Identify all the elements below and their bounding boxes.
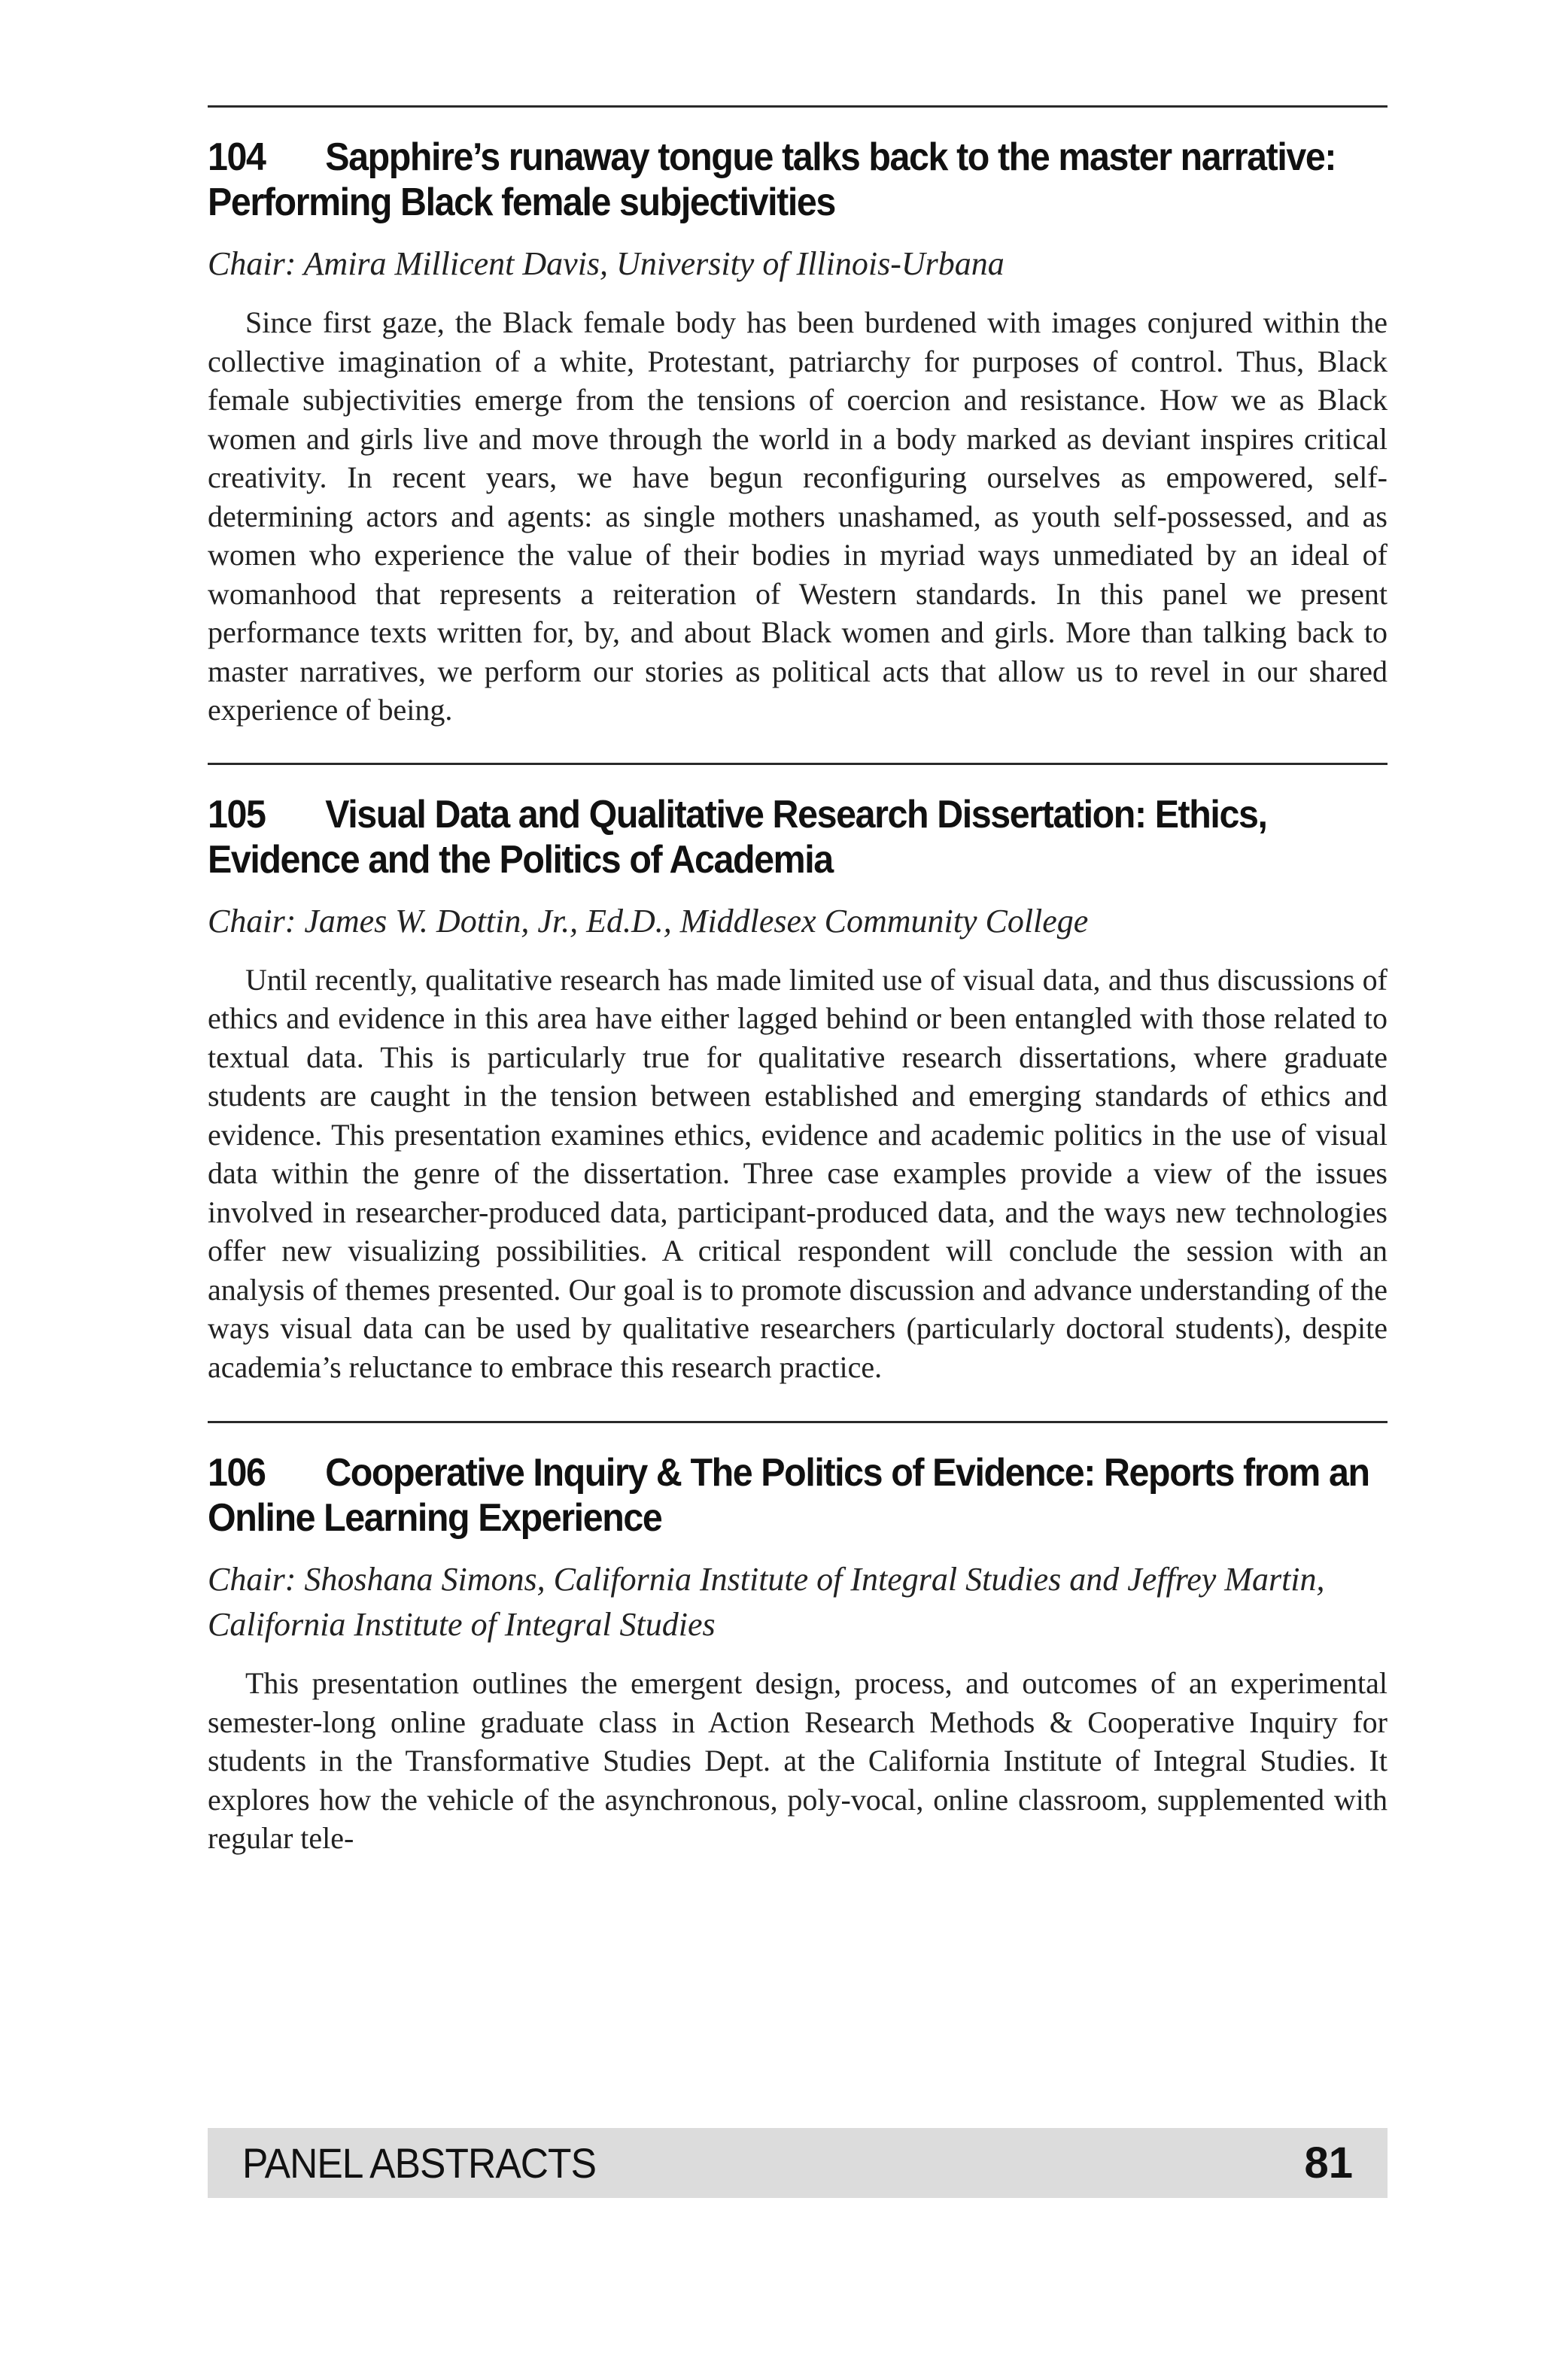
panel-chair: Chair: James W. Dottin, Jr., Ed.D., Middlesex Community College: [208, 902, 1089, 940]
panel-number: 105: [208, 792, 266, 836]
footer-section-label: PANEL ABSTRACTS: [242, 2139, 597, 2187]
panel-chair: Chair: Amira Millicent Davis, University of Illinois-Urbana: [208, 245, 1005, 282]
panel-104: [208, 105, 1388, 730]
document-page: [208, 105, 1388, 1858]
panel-106: [208, 1421, 1388, 1858]
panel-title: Visual Data and Qualitative Research Dissertation: Ethics, Evidence and the Politics of Academia: [208, 792, 1267, 882]
panel-number: 106: [208, 1451, 266, 1495]
panel-title: Cooperative Inquiry & The Politics of Evidence: Reports from an Online Learning Experience: [208, 1451, 1369, 1540]
panel-abstract: Until recently, qualitative research has made limited use of visual data, and thus discussions of ethics and evidence in this area have either lagged behind or been entangled with those related to textual data. This is particularly true for qualitative research dissertations, where graduate students are caught in the tension between established and emerging standards of ethics and evidence. This presentation examines ethics, evidence and academic politics in the use of visual data within the genre of the dissertation. Three case examples provide a view of the issues involved in researcher-produced data, participant-produced data, and the ways new technologies offer new visualizing possibilities. A critical respondent will conclude the session with an analysis of themes presented. Our goal is to promote discussion and advance understanding of the ways visual data can be used by qualitative researchers (particularly doctoral students), despite academia’s reluctance to embrace this research practice.: [208, 962, 1388, 1384]
panel-heading: [208, 1450, 1388, 1541]
panel-number: 104: [208, 135, 266, 179]
page-number: 81: [1304, 2139, 1353, 2187]
panel-heading: [208, 792, 1388, 882]
panel-title: Sapphire’s runaway tongue talks back to the master narrative: Performing Black female subjectivities: [208, 135, 1336, 224]
panel-abstract: This presentation outlines the emergent design, process, and outcomes of an experimental semester-long online graduate class in Action Research Methods & Cooperative Inquiry for students in the Transformative Studies Dept. at the California Institute of Integral Studies. It explores how the vehicle of the asynchronous, poly-vocal, online classroom, supplemented with regular tele-: [208, 1666, 1388, 1855]
panel-chair: Chair: Shoshana Simons, California Institute of Integral Studies and Jeffrey Martin, California Institute of Integral Studies: [208, 1561, 1325, 1643]
panel-abstract: Since first gaze, the Black female body has been burdened with images conjured within the collective imagination of a white, Protestant, patriarchy for purposes of control. Thus, Black female subjectivities emerge from the tensions of coercion and resistance. How we as Black women and girls live and move through the world in a body marked as deviant inspires critical creativity. In recent years, we have begun reconfiguring ourselves as empowered, self-determining actors and agents: as single mothers unashamed, as youth self-possessed, and as women who experience the value of their bodies in myriad ways unmediated by an ideal of womanhood that represents a reiteration of Western standards. In this panel we present performance texts written for, by, and about Black women and girls. More than talking back to master narratives, we perform our stories as political acts that allow us to revel in our shared experience of being.: [208, 305, 1388, 727]
panel-heading: [208, 135, 1388, 225]
panel-105: [208, 763, 1388, 1387]
page-footer: [208, 2128, 1388, 2198]
